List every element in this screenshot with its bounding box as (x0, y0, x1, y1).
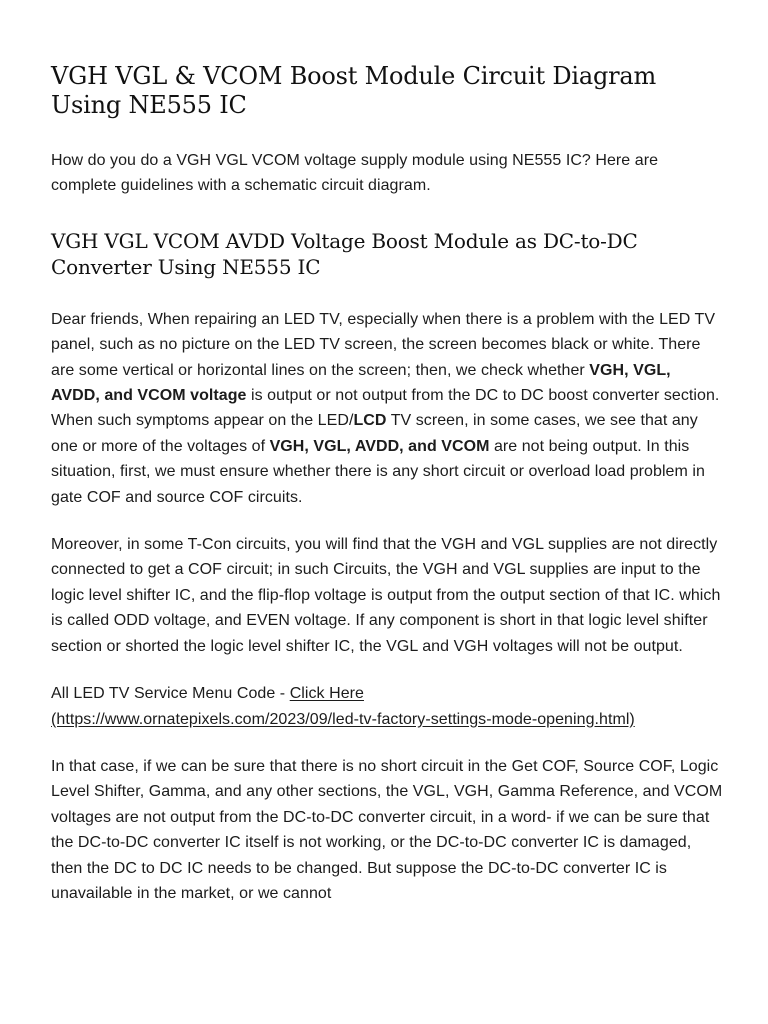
paragraph-1-bold-1: VGH, VGL, AVDD, and VCOM voltage (51, 361, 671, 405)
service-menu-text: All LED TV Service Menu Code - (51, 685, 290, 703)
article-title: VGH VGL & VCOM Boost Module Circuit Diagram Using NE555 IC (51, 62, 657, 119)
section-heading: VGH VGL VCOM AVDD Voltage Boost Module as DC-to-DC Converter Using NE555 IC (51, 228, 638, 279)
paragraph-4: In that case, if we can be sure that there is no short circuit in the Get COF, Source COF, Logic Level Shifter, Gamma, and any other sections, the VGL, VGH, Gamma Reference, and VCOM voltages are not output from the DC-to-DC converter circuit, in a word- if we can be sure that the DC-to-DC converter IC itself is not working, or the DC-to-DC converter IC is damaged, then the DC to DC IC needs to be changed. But suppose the DC-to-DC converter IC is unavailable in the market, or we cannot (51, 757, 723, 902)
click-here-link[interactable]: Click Here (289, 685, 364, 703)
service-menu-url-link[interactable]: (https://www.ornatepixels.com/2023/09/led-tv-factory-settings-mode-opening.html) (51, 710, 635, 728)
paragraph-1-text-2: is output or not output from the DC to DC boost converter section. When such symptoms appear on the LED/ (51, 387, 720, 430)
paragraph-1 (51, 307, 723, 510)
intro-paragraph: How do you do a VGH VGL VCOM voltage supply module using NE555 IC? Here are complete guidelines with a schematic circuit diagram. (51, 152, 659, 195)
paragraph-2: Moreover, in some T-Con circuits, you will find that the VGH and VGL supplies are not directly connected to get a COF circuit; in such Circuits, the VGH and VGL supplies are input to the logic level shifter IC, and the flip-flop voltage is output from the output section of that IC. which is called ODD voltage, and EVEN voltage. If any component is short in that logic level shifter section or shorted the logic level shifter IC, the VGL and VGH voltages will not be output. (51, 536, 721, 655)
paragraph-1-text-4: are not being output. In this situation, first, we must ensure whether there is any short circuit or overload load problem in gate COF and source COF circuits. (51, 437, 705, 506)
paragraph-1-text-1: Dear friends, When repairing an LED TV, especially when there is a problem with the LED TV panel, such as no picture on the LED TV screen, the screen becomes black or white. There are some vertical or horizontal lines on the screen; then, we check whether (51, 310, 716, 379)
paragraph-3 (51, 681, 723, 732)
paragraph-1-bold-3: VGH, VGL, AVDD, and VCOM (269, 437, 490, 455)
paragraph-1-text-3: TV screen, in some cases, we see that any one or more of the voltages of (51, 412, 698, 455)
article (51, 62, 723, 928)
paragraph-1-bold-2: LCD (353, 412, 387, 430)
